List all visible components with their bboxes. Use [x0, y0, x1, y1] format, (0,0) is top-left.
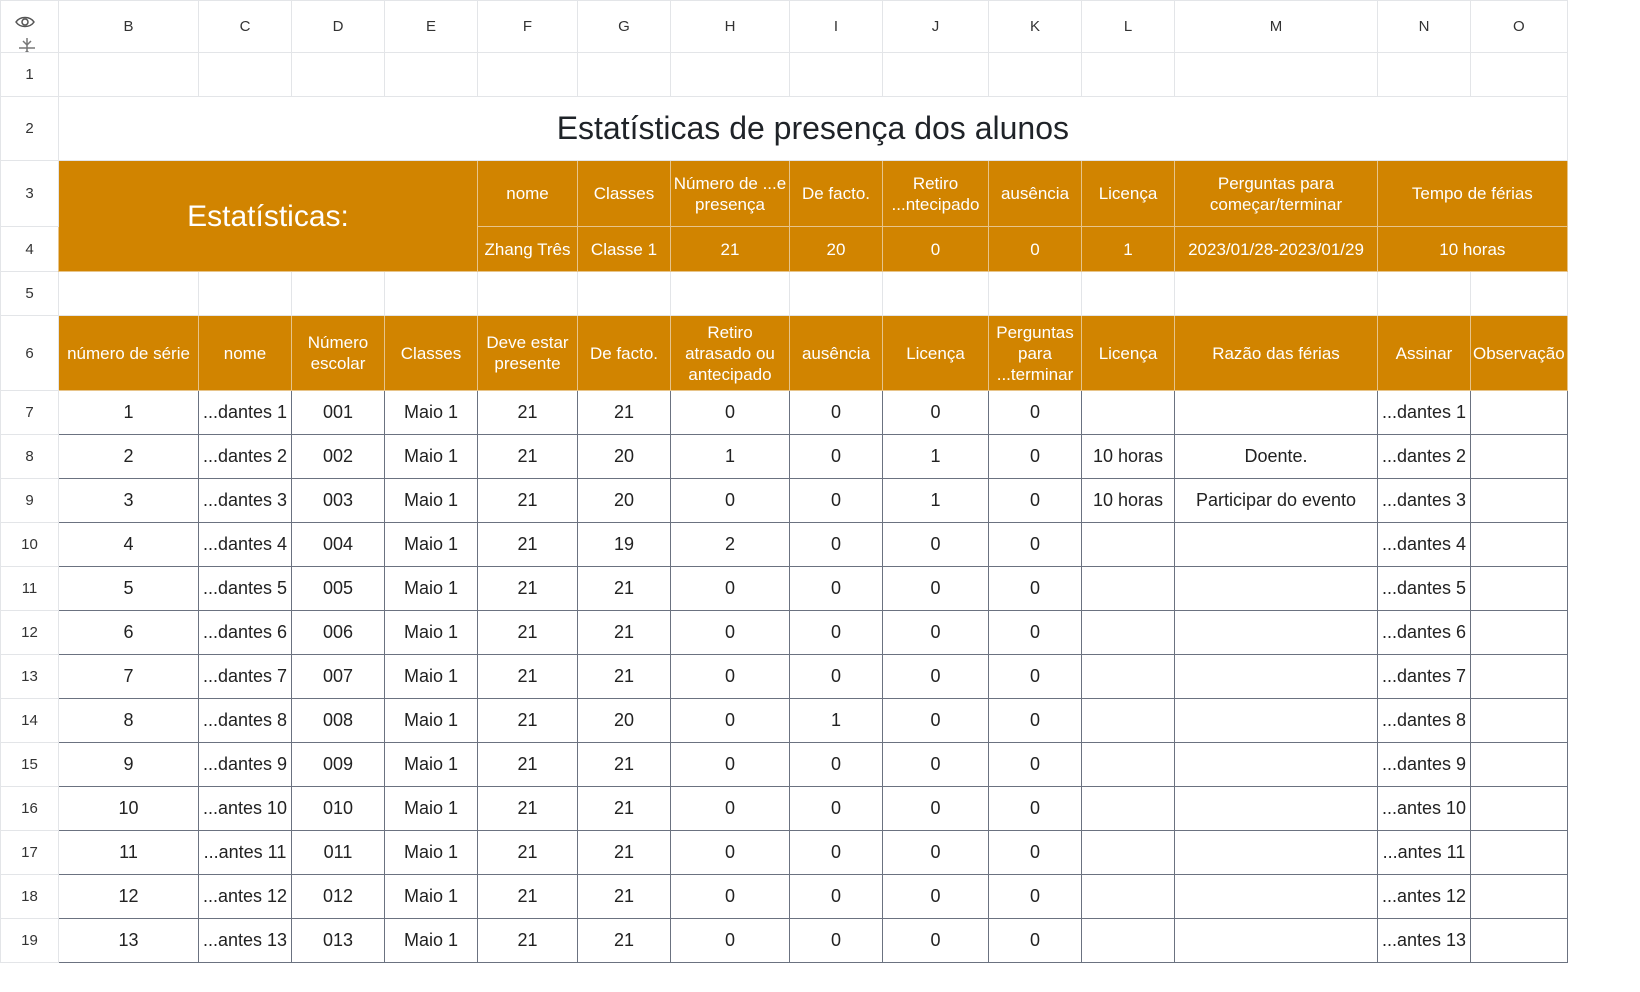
summary-value-cell[interactable]: Classe 1 [578, 227, 671, 272]
table-row [1, 787, 1568, 831]
table-cell[interactable] [1175, 567, 1378, 611]
sheet-row [1, 161, 1568, 227]
table-cell[interactable]: Maio 1 [385, 699, 478, 743]
eye-icon[interactable] [15, 15, 35, 29]
table-cell[interactable]: 0 [883, 611, 989, 655]
table-cell[interactable]: ...dantes 6 [1378, 611, 1471, 655]
table-row [1, 831, 1568, 875]
table-cell[interactable]: 21 [578, 611, 671, 655]
row-header-14[interactable]: 14 [1, 699, 59, 743]
table-header-cell[interactable]: Assinar [1378, 316, 1471, 391]
table-cell[interactable]: 0 [790, 743, 883, 787]
table-cell[interactable]: 21 [578, 391, 671, 435]
table-cell[interactable]: ...dantes 7 [1378, 655, 1471, 699]
table-cell[interactable]: 21 [578, 919, 671, 963]
table-cell[interactable] [1471, 831, 1568, 875]
table-cell[interactable]: Maio 1 [385, 787, 478, 831]
table-cell[interactable] [1471, 435, 1568, 479]
table-cell[interactable]: 0 [790, 611, 883, 655]
table-row [1, 655, 1568, 699]
table-cell[interactable]: 0 [883, 567, 989, 611]
table-cell[interactable]: 0 [671, 787, 790, 831]
summary-header-cell[interactable]: De facto. [790, 161, 883, 227]
table-cell[interactable] [1082, 523, 1175, 567]
row-header-12[interactable]: 12 [1, 611, 59, 655]
summary-header-cell[interactable]: Retiro ...ntecipado [883, 161, 989, 227]
table-cell[interactable] [1175, 831, 1378, 875]
table-cell[interactable]: 0 [989, 479, 1082, 523]
table-cell[interactable]: 005 [292, 567, 385, 611]
row-header-15[interactable]: 15 [1, 743, 59, 787]
column-header-c[interactable]: C [199, 1, 292, 53]
cell[interactable] [790, 272, 883, 316]
table-cell[interactable]: 21 [478, 831, 578, 875]
cell[interactable] [385, 272, 478, 316]
table-cell[interactable]: 0 [790, 919, 883, 963]
table-cell[interactable]: 0 [671, 479, 790, 523]
table-cell[interactable]: ...dantes 8 [199, 699, 292, 743]
table-cell[interactable] [1175, 523, 1378, 567]
cell[interactable] [292, 272, 385, 316]
column-header-b[interactable]: B [59, 1, 199, 53]
table-cell[interactable]: 4 [59, 523, 199, 567]
table-cell[interactable]: 009 [292, 743, 385, 787]
table-header-cell[interactable]: Classes [385, 316, 478, 391]
table-cell[interactable] [1471, 391, 1568, 435]
table-cell[interactable]: Participar do evento [1175, 479, 1378, 523]
table-cell[interactable]: 011 [292, 831, 385, 875]
row-header-6[interactable]: 6 [1, 316, 59, 391]
table-cell[interactable]: 0 [790, 391, 883, 435]
table-row [1, 919, 1568, 963]
cell[interactable] [1471, 53, 1568, 97]
table-header-cell[interactable]: Retiro atrasado ou antecipado [671, 316, 790, 391]
table-cell[interactable]: 0 [883, 655, 989, 699]
cell[interactable] [59, 272, 199, 316]
table-cell[interactable]: ...antes 11 [1378, 831, 1471, 875]
table-cell[interactable] [1471, 611, 1568, 655]
row-header-17[interactable]: 17 [1, 831, 59, 875]
summary-header-cell[interactable]: Número de ...e presença [671, 161, 790, 227]
table-cell[interactable] [1471, 523, 1568, 567]
table-cell[interactable]: 21 [478, 435, 578, 479]
table-cell[interactable]: 0 [671, 391, 790, 435]
column-header-l[interactable]: L [1082, 1, 1175, 53]
table-cell[interactable]: ...dantes 2 [199, 435, 292, 479]
table-cell[interactable]: 21 [578, 787, 671, 831]
table-cell[interactable]: 1 [59, 391, 199, 435]
table-header-cell[interactable]: Licença [1082, 316, 1175, 391]
row-header-7[interactable]: 7 [1, 391, 59, 435]
table-row [1, 743, 1568, 787]
table-cell[interactable]: Maio 1 [385, 743, 478, 787]
row-header-19[interactable]: 19 [1, 919, 59, 963]
table-cell[interactable]: 2 [671, 523, 790, 567]
table-cell[interactable]: ...antes 10 [199, 787, 292, 831]
table-cell[interactable]: 0 [989, 611, 1082, 655]
table-header-cell[interactable]: Número escolar [292, 316, 385, 391]
summary-header-cell[interactable]: ausência [989, 161, 1082, 227]
cell[interactable] [1082, 272, 1175, 316]
table-header-cell[interactable]: ausência [790, 316, 883, 391]
row-header-13[interactable]: 13 [1, 655, 59, 699]
table-cell[interactable]: 21 [578, 567, 671, 611]
table-header-cell[interactable]: Deve estar presente [478, 316, 578, 391]
table-cell[interactable] [1471, 919, 1568, 963]
table-row [1, 699, 1568, 743]
table-cell[interactable]: 21 [478, 523, 578, 567]
sheet-row [1, 272, 1568, 316]
table-cell[interactable]: 2 [59, 435, 199, 479]
table-cell[interactable]: 3 [59, 479, 199, 523]
table-cell[interactable]: 013 [292, 919, 385, 963]
table-cell[interactable]: 1 [671, 435, 790, 479]
table-cell[interactable]: 21 [578, 743, 671, 787]
table-cell[interactable]: 0 [671, 611, 790, 655]
table-cell[interactable]: 006 [292, 611, 385, 655]
cell[interactable] [671, 272, 790, 316]
column-header-i[interactable]: I [790, 1, 883, 53]
table-cell[interactable]: 0 [989, 435, 1082, 479]
table-cell[interactable]: 0 [989, 699, 1082, 743]
table-cell[interactable] [1082, 391, 1175, 435]
table-cell[interactable]: 1 [883, 479, 989, 523]
table-header-row [1, 316, 1568, 391]
summary-value-cell[interactable]: 2023/01/28-2023/01/29 [1175, 227, 1378, 272]
table-cell[interactable]: 5 [59, 567, 199, 611]
cell[interactable] [1471, 272, 1568, 316]
table-cell[interactable]: Maio 1 [385, 523, 478, 567]
table-cell[interactable]: ...dantes 1 [199, 391, 292, 435]
table-cell[interactable]: Maio 1 [385, 831, 478, 875]
table-cell[interactable]: 21 [478, 479, 578, 523]
table-cell[interactable]: ...dantes 1 [1378, 391, 1471, 435]
cell[interactable] [385, 53, 478, 97]
table-cell[interactable]: Maio 1 [385, 875, 478, 919]
table-cell[interactable]: 21 [478, 919, 578, 963]
table-cell[interactable]: ...antes 12 [1378, 875, 1471, 919]
page-title[interactable]: Estatísticas de presença dos alunos [59, 97, 1568, 161]
table-cell[interactable]: 010 [292, 787, 385, 831]
table-cell[interactable]: 20 [578, 699, 671, 743]
table-cell[interactable]: 12 [59, 875, 199, 919]
table-cell[interactable]: 21 [578, 831, 671, 875]
table-cell[interactable]: 0 [989, 523, 1082, 567]
table-cell[interactable]: Maio 1 [385, 567, 478, 611]
table-cell[interactable]: 007 [292, 655, 385, 699]
table-cell[interactable]: 0 [671, 567, 790, 611]
summary-value-cell[interactable]: 10 horas [1378, 227, 1568, 272]
table-cell[interactable] [1175, 787, 1378, 831]
table-cell[interactable] [1175, 743, 1378, 787]
table-header-cell[interactable]: Razão das férias [1175, 316, 1378, 391]
table-cell[interactable]: 6 [59, 611, 199, 655]
table-cell[interactable]: ...antes 11 [199, 831, 292, 875]
table-cell[interactable]: ...dantes 9 [1378, 743, 1471, 787]
row-header-3[interactable]: 3 [1, 161, 59, 227]
table-cell[interactable] [1082, 743, 1175, 787]
summary-header-cell[interactable]: Perguntas para começar/terminar [1175, 161, 1378, 227]
table-cell[interactable] [1175, 655, 1378, 699]
table-cell[interactable]: Maio 1 [385, 919, 478, 963]
table-cell[interactable] [1082, 655, 1175, 699]
table-header-cell[interactable]: número de série [59, 316, 199, 391]
table-cell[interactable]: 0 [989, 391, 1082, 435]
table-cell[interactable] [1082, 831, 1175, 875]
table-cell[interactable]: 0 [671, 831, 790, 875]
table-cell[interactable]: 0 [883, 391, 989, 435]
table-header-cell[interactable]: Observação [1471, 316, 1568, 391]
cell[interactable] [1378, 272, 1471, 316]
summary-value-cell[interactable]: Zhang Três [478, 227, 578, 272]
cell[interactable] [578, 53, 671, 97]
column-header-h[interactable]: H [671, 1, 790, 53]
cell[interactable] [1175, 272, 1378, 316]
table-cell[interactable]: Maio 1 [385, 435, 478, 479]
table-cell[interactable]: ...dantes 9 [199, 743, 292, 787]
table-cell[interactable]: 11 [59, 831, 199, 875]
table-cell[interactable]: 9 [59, 743, 199, 787]
table-cell[interactable] [1082, 787, 1175, 831]
sheet-row [1, 97, 1568, 161]
table-cell[interactable]: ...dantes 5 [1378, 567, 1471, 611]
table-cell[interactable]: 21 [478, 391, 578, 435]
table-cell[interactable]: 0 [989, 655, 1082, 699]
table-cell[interactable]: 0 [790, 787, 883, 831]
table-cell[interactable]: ...antes 12 [199, 875, 292, 919]
table-cell[interactable]: ...dantes 4 [199, 523, 292, 567]
table-row [1, 875, 1568, 919]
table-cell[interactable]: Doente. [1175, 435, 1378, 479]
table-cell[interactable]: 0 [883, 831, 989, 875]
cell[interactable] [671, 53, 790, 97]
row-header-5[interactable]: 5 [1, 272, 59, 316]
cell[interactable] [478, 53, 578, 97]
table-cell[interactable]: 0 [671, 655, 790, 699]
table-cell[interactable]: 003 [292, 479, 385, 523]
table-cell[interactable]: 0 [790, 655, 883, 699]
column-header-j[interactable]: J [883, 1, 989, 53]
summary-header-cell[interactable]: Tempo de férias [1378, 161, 1568, 227]
row-header-10[interactable]: 10 [1, 523, 59, 567]
table-cell[interactable]: 0 [790, 831, 883, 875]
table-cell[interactable]: 21 [478, 875, 578, 919]
table-cell[interactable]: ...dantes 5 [199, 567, 292, 611]
table-cell[interactable]: 21 [478, 567, 578, 611]
table-cell[interactable] [1175, 699, 1378, 743]
table-cell[interactable]: 0 [883, 699, 989, 743]
table-header-cell[interactable]: De facto. [578, 316, 671, 391]
table-row [1, 611, 1568, 655]
table-cell[interactable] [1175, 611, 1378, 655]
table-cell[interactable]: 0 [883, 919, 989, 963]
sheet-row [1, 53, 1568, 97]
table-cell[interactable]: Maio 1 [385, 391, 478, 435]
column-header-n[interactable]: N [1378, 1, 1471, 53]
cell[interactable] [1082, 53, 1175, 97]
freeze-rows-icon[interactable] [17, 37, 37, 53]
column-header-d[interactable]: D [292, 1, 385, 53]
column-header-g[interactable]: G [578, 1, 671, 53]
cell[interactable] [478, 272, 578, 316]
table-cell[interactable]: ...antes 13 [1378, 919, 1471, 963]
summary-header-cell[interactable]: Classes [578, 161, 671, 227]
table-cell[interactable]: 012 [292, 875, 385, 919]
table-cell[interactable]: ...dantes 6 [199, 611, 292, 655]
table-cell[interactable]: 21 [478, 611, 578, 655]
cell[interactable] [790, 53, 883, 97]
table-cell[interactable]: 21 [478, 655, 578, 699]
column-header-m[interactable]: M [1175, 1, 1378, 53]
table-cell[interactable]: 19 [578, 523, 671, 567]
table-cell[interactable]: 0 [989, 919, 1082, 963]
table-cell[interactable]: 0 [989, 567, 1082, 611]
table-cell[interactable]: 0 [790, 567, 883, 611]
row-header-2[interactable]: 2 [1, 97, 59, 161]
column-header-k[interactable]: K [989, 1, 1082, 53]
cell[interactable] [989, 272, 1082, 316]
summary-value-cell[interactable]: 21 [671, 227, 790, 272]
table-cell[interactable] [1175, 875, 1378, 919]
row-header-4[interactable]: 4 [1, 227, 59, 272]
table-cell[interactable]: 21 [478, 699, 578, 743]
table-row [1, 567, 1568, 611]
table-row [1, 523, 1568, 567]
cell[interactable] [1378, 53, 1471, 97]
cell[interactable] [199, 272, 292, 316]
cell[interactable] [59, 53, 199, 97]
table-cell[interactable]: 0 [883, 523, 989, 567]
table-cell[interactable] [1082, 875, 1175, 919]
row-header-1[interactable]: 1 [1, 53, 59, 97]
table-cell[interactable]: 0 [790, 523, 883, 567]
table-cell[interactable]: 0 [883, 787, 989, 831]
cell[interactable] [1175, 53, 1378, 97]
table-cell[interactable]: ...dantes 7 [199, 655, 292, 699]
table-cell[interactable]: 1 [790, 699, 883, 743]
table-cell[interactable] [1082, 699, 1175, 743]
table-row [1, 435, 1568, 479]
table-cell[interactable]: 13 [59, 919, 199, 963]
table-cell[interactable]: ...dantes 4 [1378, 523, 1471, 567]
table-cell[interactable] [1471, 875, 1568, 919]
table-cell[interactable] [1471, 787, 1568, 831]
table-cell[interactable]: Maio 1 [385, 655, 478, 699]
table-cell[interactable]: 10 [59, 787, 199, 831]
column-header-f[interactable]: F [478, 1, 578, 53]
table-cell[interactable]: 0 [671, 699, 790, 743]
cell[interactable] [292, 53, 385, 97]
select-all-corner[interactable] [1, 1, 59, 53]
table-cell[interactable]: 0 [883, 875, 989, 919]
table-cell[interactable]: ...antes 10 [1378, 787, 1471, 831]
table-cell[interactable]: 0 [671, 919, 790, 963]
table-row [1, 391, 1568, 435]
table-cell[interactable]: 21 [578, 875, 671, 919]
table-cell[interactable] [1175, 391, 1378, 435]
row-header-8[interactable]: 8 [1, 435, 59, 479]
table-cell[interactable] [1082, 611, 1175, 655]
table-cell[interactable] [1175, 919, 1378, 963]
table-cell[interactable]: 0 [989, 743, 1082, 787]
table-header-cell[interactable]: Licença [883, 316, 989, 391]
cell[interactable] [578, 272, 671, 316]
summary-label[interactable]: Estatísticas: [59, 161, 478, 272]
table-row [1, 479, 1568, 523]
table-cell[interactable]: 008 [292, 699, 385, 743]
table-cell[interactable]: 0 [790, 435, 883, 479]
table-cell[interactable]: 21 [578, 655, 671, 699]
table-cell[interactable]: 0 [883, 743, 989, 787]
table-cell[interactable]: 0 [989, 831, 1082, 875]
table-cell[interactable]: 8 [59, 699, 199, 743]
table-cell[interactable]: ...dantes 2 [1378, 435, 1471, 479]
summary-value-cell[interactable]: 0 [989, 227, 1082, 272]
cell[interactable] [883, 53, 989, 97]
table-cell[interactable]: ...dantes 3 [199, 479, 292, 523]
table-cell[interactable]: 21 [478, 743, 578, 787]
table-cell[interactable]: 20 [578, 435, 671, 479]
table-header-cell[interactable]: Perguntas para ...terminar [989, 316, 1082, 391]
summary-header-cell[interactable]: Licença [1082, 161, 1175, 227]
table-cell[interactable]: ...dantes 3 [1378, 479, 1471, 523]
table-header-cell[interactable]: nome [199, 316, 292, 391]
row-header-11[interactable]: 11 [1, 567, 59, 611]
summary-value-cell[interactable]: 0 [883, 227, 989, 272]
table-cell[interactable]: 0 [790, 479, 883, 523]
table-cell[interactable]: 004 [292, 523, 385, 567]
summary-value-cell[interactable]: 20 [790, 227, 883, 272]
table-cell[interactable] [1082, 919, 1175, 963]
table-cell[interactable]: 0 [989, 787, 1082, 831]
table-cell[interactable] [1471, 699, 1568, 743]
row-header-9[interactable]: 9 [1, 479, 59, 523]
table-cell[interactable]: 10 horas [1082, 479, 1175, 523]
table-cell[interactable]: ...antes 13 [199, 919, 292, 963]
table-cell[interactable]: 10 horas [1082, 435, 1175, 479]
table-cell[interactable]: 21 [478, 787, 578, 831]
summary-header-cell[interactable]: nome [478, 161, 578, 227]
summary-value-cell[interactable]: 1 [1082, 227, 1175, 272]
table-cell[interactable]: Maio 1 [385, 611, 478, 655]
table-cell[interactable] [1082, 567, 1175, 611]
cell[interactable] [989, 53, 1082, 97]
table-cell[interactable]: 0 [671, 875, 790, 919]
table-cell[interactable]: 001 [292, 391, 385, 435]
column-header-row [1, 1, 1568, 53]
table-cell[interactable]: ...dantes 8 [1378, 699, 1471, 743]
table-cell[interactable]: Maio 1 [385, 479, 478, 523]
column-header-e[interactable]: E [385, 1, 478, 53]
table-cell[interactable] [1471, 743, 1568, 787]
table-cell[interactable] [1471, 567, 1568, 611]
table-cell[interactable]: 0 [989, 875, 1082, 919]
table-cell[interactable] [1471, 479, 1568, 523]
table-cell[interactable]: 1 [883, 435, 989, 479]
table-cell[interactable]: 7 [59, 655, 199, 699]
table-cell[interactable]: 20 [578, 479, 671, 523]
cell[interactable] [883, 272, 989, 316]
table-cell[interactable]: 0 [790, 875, 883, 919]
column-header-o[interactable]: O [1471, 1, 1568, 53]
row-header-16[interactable]: 16 [1, 787, 59, 831]
table-cell[interactable]: 002 [292, 435, 385, 479]
table-cell[interactable] [1471, 655, 1568, 699]
cell[interactable] [199, 53, 292, 97]
row-header-18[interactable]: 18 [1, 875, 59, 919]
table-cell[interactable]: 0 [671, 743, 790, 787]
